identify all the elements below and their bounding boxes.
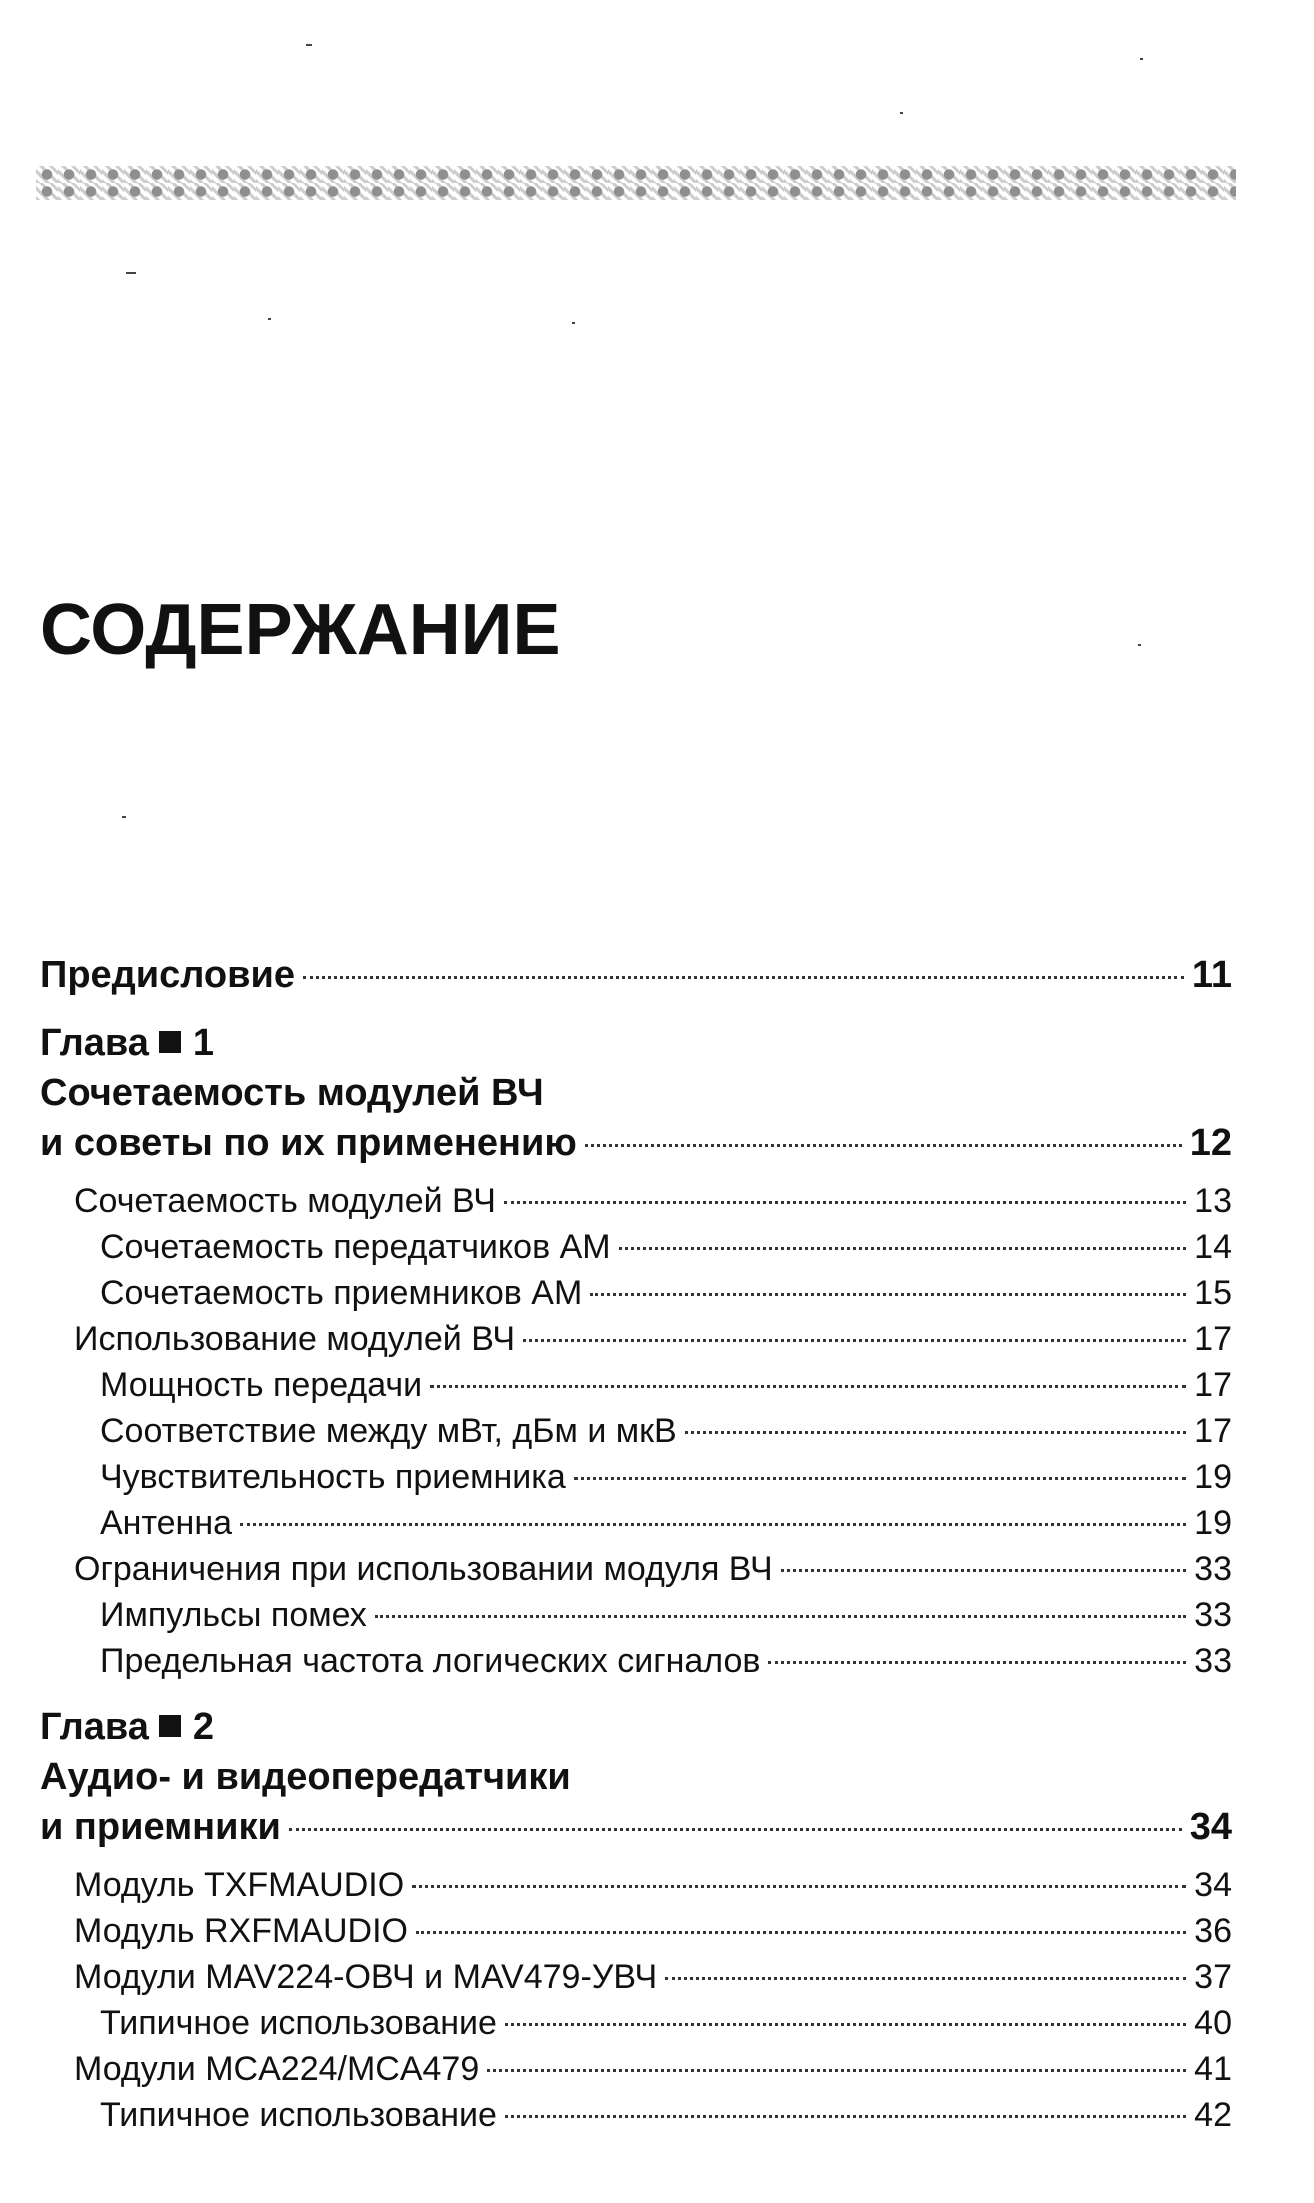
toc-page-number: 15 bbox=[1194, 1274, 1232, 1312]
toc-entry[interactable] bbox=[40, 1178, 1232, 1224]
toc-entry[interactable] bbox=[40, 2092, 1232, 2138]
toc-page-number: 42 bbox=[1194, 2096, 1232, 2134]
print-speck bbox=[268, 318, 271, 320]
toc-page-number: 33 bbox=[1194, 1550, 1232, 1588]
print-speck bbox=[900, 112, 903, 114]
toc-entry-label: Типичное использование bbox=[100, 2096, 497, 2134]
toc-page-number: 13 bbox=[1194, 1182, 1232, 1220]
leader-dots bbox=[430, 1385, 1186, 1388]
toc-entry[interactable] bbox=[40, 1362, 1232, 1408]
chapter-title-line: Сочетаемость модулей ВЧ bbox=[40, 1072, 544, 1114]
toc-page-number: 12 bbox=[1189, 1122, 1232, 1164]
leader-dots bbox=[574, 1477, 1186, 1480]
print-speck bbox=[1140, 58, 1143, 60]
toc-entry-label: Предисловие bbox=[40, 954, 295, 996]
leader-dots bbox=[240, 1523, 1186, 1526]
toc-entry[interactable] bbox=[40, 1592, 1232, 1638]
chapter-number: 2 bbox=[192, 1706, 215, 1748]
toc-page-number: 34 bbox=[1194, 1866, 1232, 1904]
print-speck bbox=[1138, 644, 1141, 646]
toc-page-number: 33 bbox=[1194, 1642, 1232, 1680]
toc-entry-label: Модуль TXFMAUDIO bbox=[74, 1866, 405, 1904]
toc-entry[interactable] bbox=[40, 1270, 1232, 1316]
print-speck bbox=[122, 816, 126, 818]
chapter-title-line: и советы по их применению bbox=[40, 1122, 577, 1164]
chapter-title-line: и приемники bbox=[40, 1806, 281, 1848]
toc-page-number: 17 bbox=[1194, 1412, 1232, 1450]
chapter-heading bbox=[40, 1702, 1232, 1752]
toc-entry[interactable] bbox=[40, 1638, 1232, 1684]
chapter-prefix: Глава bbox=[40, 1706, 149, 1748]
toc-entry-label: Сочетаемость модулей ВЧ bbox=[74, 1182, 496, 1220]
toc-entry-label: Предельная частота логических сигналов bbox=[100, 1642, 761, 1680]
leader-dots bbox=[412, 1885, 1186, 1888]
toc-page-number: 37 bbox=[1194, 1958, 1232, 1996]
toc-entry[interactable] bbox=[40, 1408, 1232, 1454]
leader-dots bbox=[781, 1569, 1187, 1572]
chapter-number: 1 bbox=[192, 1022, 215, 1064]
chapter-heading bbox=[40, 1018, 1232, 1068]
toc-page-number: 34 bbox=[1189, 1806, 1232, 1848]
chapter-prefix: Глава bbox=[40, 1022, 149, 1064]
leader-dots bbox=[505, 2115, 1186, 2118]
toc-page-number: 17 bbox=[1194, 1366, 1232, 1404]
toc-entry-label: Соответствие между мВт, дБм и мкВ bbox=[100, 1412, 677, 1450]
leader-dots bbox=[590, 1293, 1186, 1296]
toc-entry[interactable] bbox=[40, 2046, 1232, 2092]
toc-entry-chapter-1[interactable] bbox=[40, 1118, 1232, 1168]
leader-dots bbox=[303, 976, 1184, 979]
leader-dots bbox=[619, 1247, 1187, 1250]
toc-entry-label: Использование модулей ВЧ bbox=[74, 1320, 516, 1358]
toc-entry-label: Типичное использование bbox=[100, 2004, 497, 2042]
leader-dots bbox=[505, 2023, 1186, 2026]
page-title: СОДЕРЖАНИЕ bbox=[40, 590, 561, 670]
print-speck bbox=[306, 44, 312, 46]
toc-entry-label: Сочетаемость передатчиков АМ bbox=[100, 1228, 611, 1266]
chapter-title-line: Аудио- и видеопередатчики bbox=[40, 1756, 571, 1798]
table-of-contents bbox=[40, 950, 1232, 2138]
toc-entry-label: Модули MAV224-ОВЧ и MAV479-УВЧ bbox=[74, 1958, 658, 1996]
square-bullet-icon bbox=[159, 1715, 181, 1737]
decorative-ornament-band bbox=[36, 166, 1236, 200]
toc-entry-label: Мощность передачи bbox=[100, 1366, 423, 1404]
leader-dots bbox=[585, 1144, 1182, 1147]
toc-entry-label: Ограничения при использовании модуля ВЧ bbox=[74, 1550, 773, 1588]
toc-entry[interactable] bbox=[40, 1454, 1232, 1500]
leader-dots bbox=[685, 1431, 1186, 1434]
print-speck bbox=[572, 322, 575, 324]
toc-entry-label: Модули MCA224/MCA479 bbox=[74, 2050, 480, 2088]
leader-dots bbox=[416, 1931, 1186, 1934]
toc-page-number: 17 bbox=[1194, 1320, 1232, 1358]
square-bullet-icon bbox=[159, 1031, 181, 1053]
toc-entry[interactable] bbox=[40, 1224, 1232, 1270]
toc-entry[interactable] bbox=[40, 1500, 1232, 1546]
toc-page-number: 19 bbox=[1194, 1458, 1232, 1496]
leader-dots bbox=[375, 1615, 1186, 1618]
toc-entry-label: Антенна bbox=[100, 1504, 233, 1542]
toc-entry[interactable] bbox=[40, 1954, 1232, 2000]
toc-entry-label: Импульсы помех bbox=[100, 1596, 367, 1634]
toc-page-number: 19 bbox=[1194, 1504, 1232, 1542]
print-speck bbox=[126, 272, 136, 274]
toc-entry[interactable] bbox=[40, 1908, 1232, 1954]
toc-entry[interactable] bbox=[40, 1546, 1232, 1592]
toc-entry-foreword[interactable] bbox=[40, 950, 1232, 1000]
toc-page-number: 14 bbox=[1194, 1228, 1232, 1266]
leader-dots bbox=[487, 2069, 1186, 2072]
toc-entry-label: Сочетаемость приемников АМ bbox=[100, 1274, 583, 1312]
toc-page-number: 33 bbox=[1194, 1596, 1232, 1634]
toc-entry[interactable] bbox=[40, 1862, 1232, 1908]
leader-dots bbox=[289, 1828, 1182, 1831]
toc-entry-label: Модуль RXFMAUDIO bbox=[74, 1912, 408, 1950]
toc-entry-chapter-2[interactable] bbox=[40, 1802, 1232, 1852]
toc-page-number: 36 bbox=[1194, 1912, 1232, 1950]
toc-page-number: 40 bbox=[1194, 2004, 1232, 2042]
toc-entry[interactable] bbox=[40, 1316, 1232, 1362]
toc-page-number: 11 bbox=[1191, 954, 1232, 996]
toc-entry[interactable] bbox=[40, 2000, 1232, 2046]
toc-page-number: 41 bbox=[1194, 2050, 1232, 2088]
leader-dots bbox=[665, 1977, 1186, 1980]
leader-dots bbox=[504, 1201, 1186, 1204]
leader-dots bbox=[523, 1339, 1186, 1342]
leader-dots bbox=[768, 1661, 1186, 1664]
toc-entry-label: Чувствительность приемника bbox=[100, 1458, 566, 1496]
